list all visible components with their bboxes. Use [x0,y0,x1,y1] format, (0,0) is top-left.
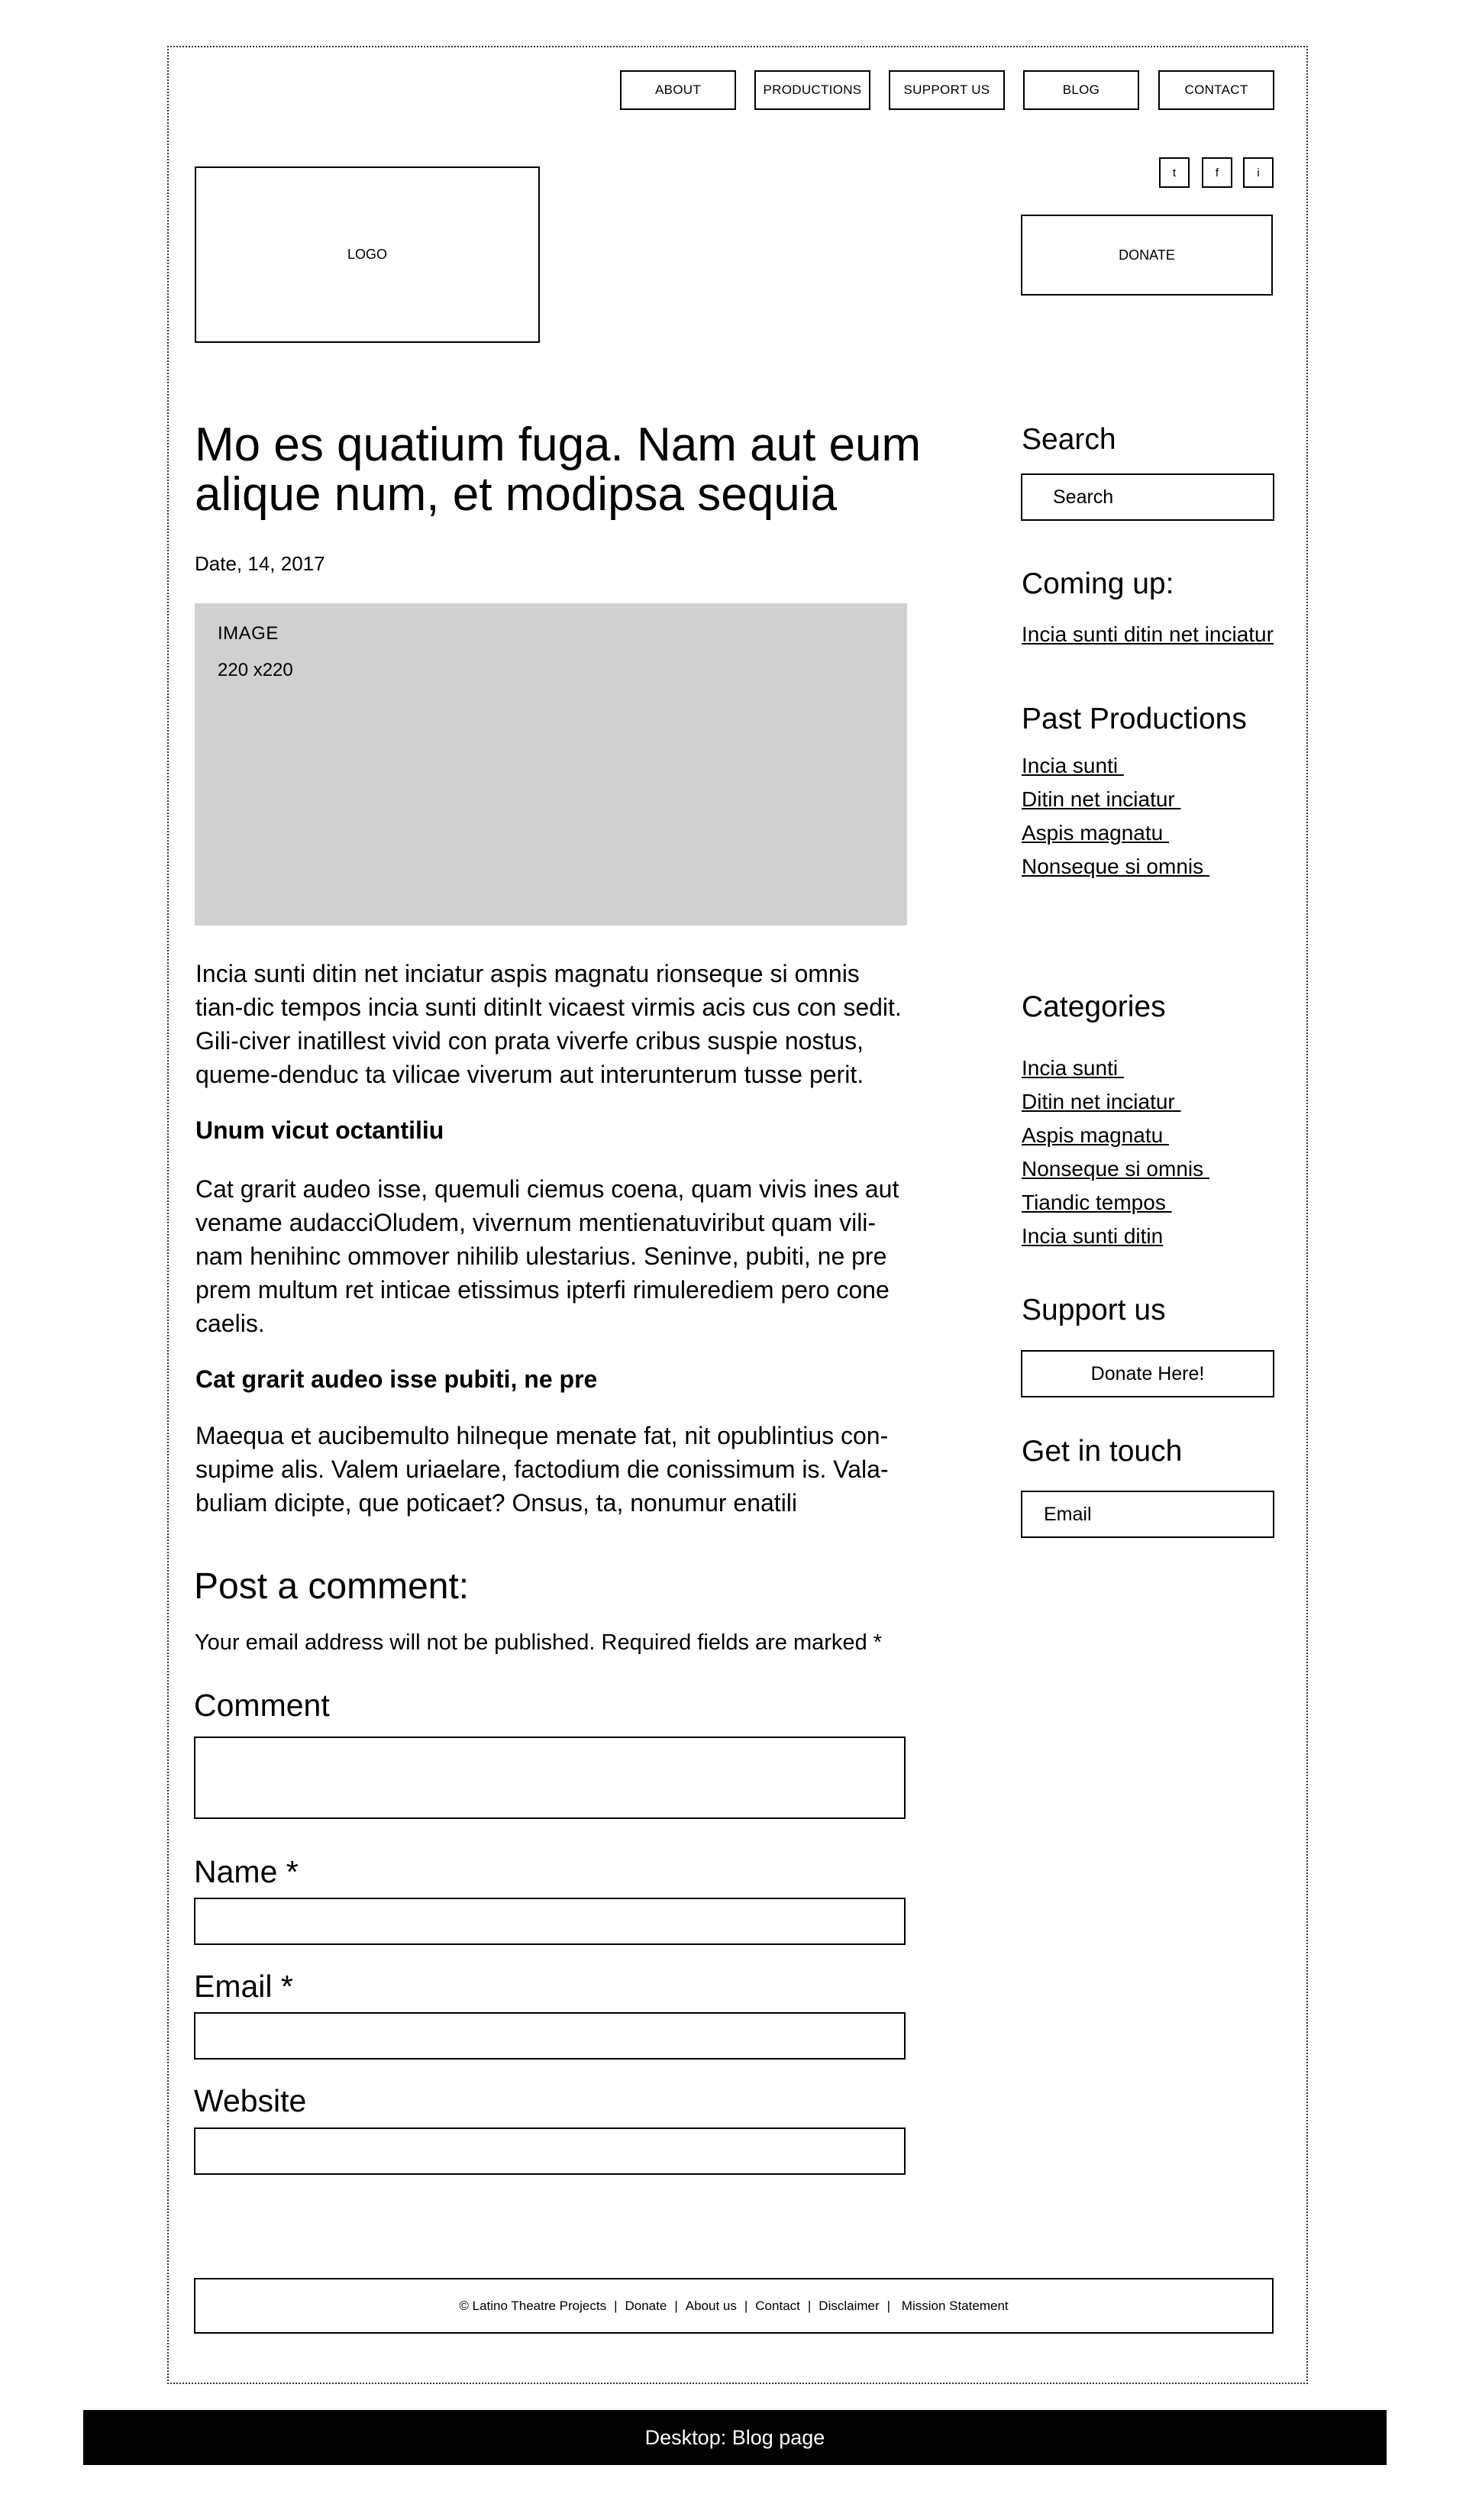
post-subheading-1: Unum vicut octantiliu [195,1116,444,1144]
name-label: Name * [194,1854,299,1889]
sidebar-search-heading: Search [1022,423,1116,456]
sidebar-category-link[interactable]: Nonseque si omnis [1022,1157,1209,1181]
nav-productions[interactable]: PRODUCTIONS [754,70,870,110]
logo[interactable]: LOGO [195,166,540,343]
sidebar-get-in-touch-heading: Get in touch [1022,1435,1183,1468]
post-paragraph-3: Maequa et aucibemulto hilneque menate fat, nit opublintius con-supime alis. Valem uriaelare, factodium die conissimum is. Vala-buliam dicipte, que poticaet? Onsus, ta, nonumur enatili [195,1422,889,1517]
comment-textarea[interactable] [194,1737,906,1819]
comment-label: Comment [194,1688,330,1723]
image-size: 220 x220 [218,660,293,680]
sidebar-past-link[interactable]: Aspis magnatu [1022,821,1169,845]
sidebar-past-link[interactable]: Incia sunti [1022,754,1124,777]
footer-separator: | [744,2298,748,2313]
nav-support-us[interactable]: SUPPORT US [889,70,1005,110]
comment-note: Your email address will not be published. Required fields are marked * [195,1630,883,1655]
nav-about[interactable]: ABOUT [620,70,736,110]
comment-heading: Post a comment: [194,1566,470,1607]
twitter-icon[interactable]: t [1159,157,1190,188]
sidebar-category-link[interactable]: Tiandic tempos [1022,1191,1172,1214]
post-subheading-2: Cat grarit audeo isse pubiti, ne pre [195,1365,598,1393]
sidebar-category-link[interactable]: Ditin net inciatur [1022,1090,1181,1113]
search-input[interactable]: Search [1021,473,1274,521]
sidebar-coming-up-heading: Coming up: [1022,567,1174,600]
footer-link-disclaimer[interactable]: Disclaimer [819,2298,880,2313]
footer [194,2278,1274,2334]
image-label: IMAGE [218,623,279,644]
website-label: Website [194,2083,307,2118]
sidebar-past-link[interactable]: Ditin net inciatur [1022,787,1181,811]
sidebar-categories-heading: Categories [1022,990,1166,1023]
name-field[interactable] [194,1898,906,1945]
sidebar-coming-up-link[interactable]: Incia sunti ditin net inciatur [1022,622,1274,646]
post-title: Mo es quatium fuga. Nam aut eum alique num, et modipsa sequia [195,418,922,521]
post-paragraph-1: Incia sunti ditin net inciatur aspis magnatu rionseque si omnis tian-dic tempos incia sunti ditinIt vicaest virmis acis cus con sedit. Gili-civer inatillest vivid con prata viverfe cribus suspie nostus, queme-denduc ta vilicae viverum aut interunterum tusse perit. [195,960,902,1088]
footer-link-contact[interactable]: Contact [755,2298,800,2313]
post-paragraph-2: Cat grarit audeo isse, quemuli ciemus coena, quam vivis ines aut vename audacciOludem, vivernum mentienatuviribut quam vili-nam henihinc ommover nihilib ulestarius. Seninve, pubiti, ne pre prem multum ret inticae etissimus ipterfi rimulerediem pero cone caelis. [195,1175,899,1337]
donate-button[interactable]: DONATE [1021,215,1273,296]
footer-link-about[interactable]: About us [685,2298,737,2313]
instagram-icon[interactable]: i [1243,157,1274,188]
footer-separator: | [674,2298,678,2313]
footer-separator: | [807,2298,812,2313]
footer-copyright: © Latino Theatre Projects [459,2298,607,2313]
footer-link-mission[interactable]: Mission Statement [898,2298,1009,2313]
sidebar-category-link[interactable]: Incia sunti [1022,1056,1124,1080]
sidebar-past-productions-heading: Past Productions [1022,703,1247,735]
wireframe-caption: Desktop: Blog page [83,2410,1387,2465]
footer-separator: | [886,2298,891,2313]
email-field[interactable] [194,2012,906,2060]
newsletter-email-input[interactable]: Email [1021,1491,1274,1538]
sidebar-category-link[interactable]: Aspis magnatu [1022,1123,1169,1147]
nav-contact[interactable]: CONTACT [1158,70,1274,110]
footer-link-donate[interactable]: Donate [625,2298,667,2313]
nav-blog[interactable]: BLOG [1023,70,1139,110]
facebook-icon[interactable]: f [1202,157,1232,188]
post-date: Date, 14, 2017 [195,552,325,575]
donate-here-button[interactable]: Donate Here! [1021,1350,1274,1397]
footer-separator: | [614,2298,618,2313]
email-label: Email * [194,1969,293,2004]
sidebar-support-heading: Support us [1022,1294,1166,1326]
post-image-placeholder [195,603,907,926]
website-field[interactable] [194,2127,906,2175]
sidebar-category-link[interactable]: Incia sunti ditin [1022,1224,1164,1248]
sidebar-past-link[interactable]: Nonseque si omnis [1022,855,1209,878]
